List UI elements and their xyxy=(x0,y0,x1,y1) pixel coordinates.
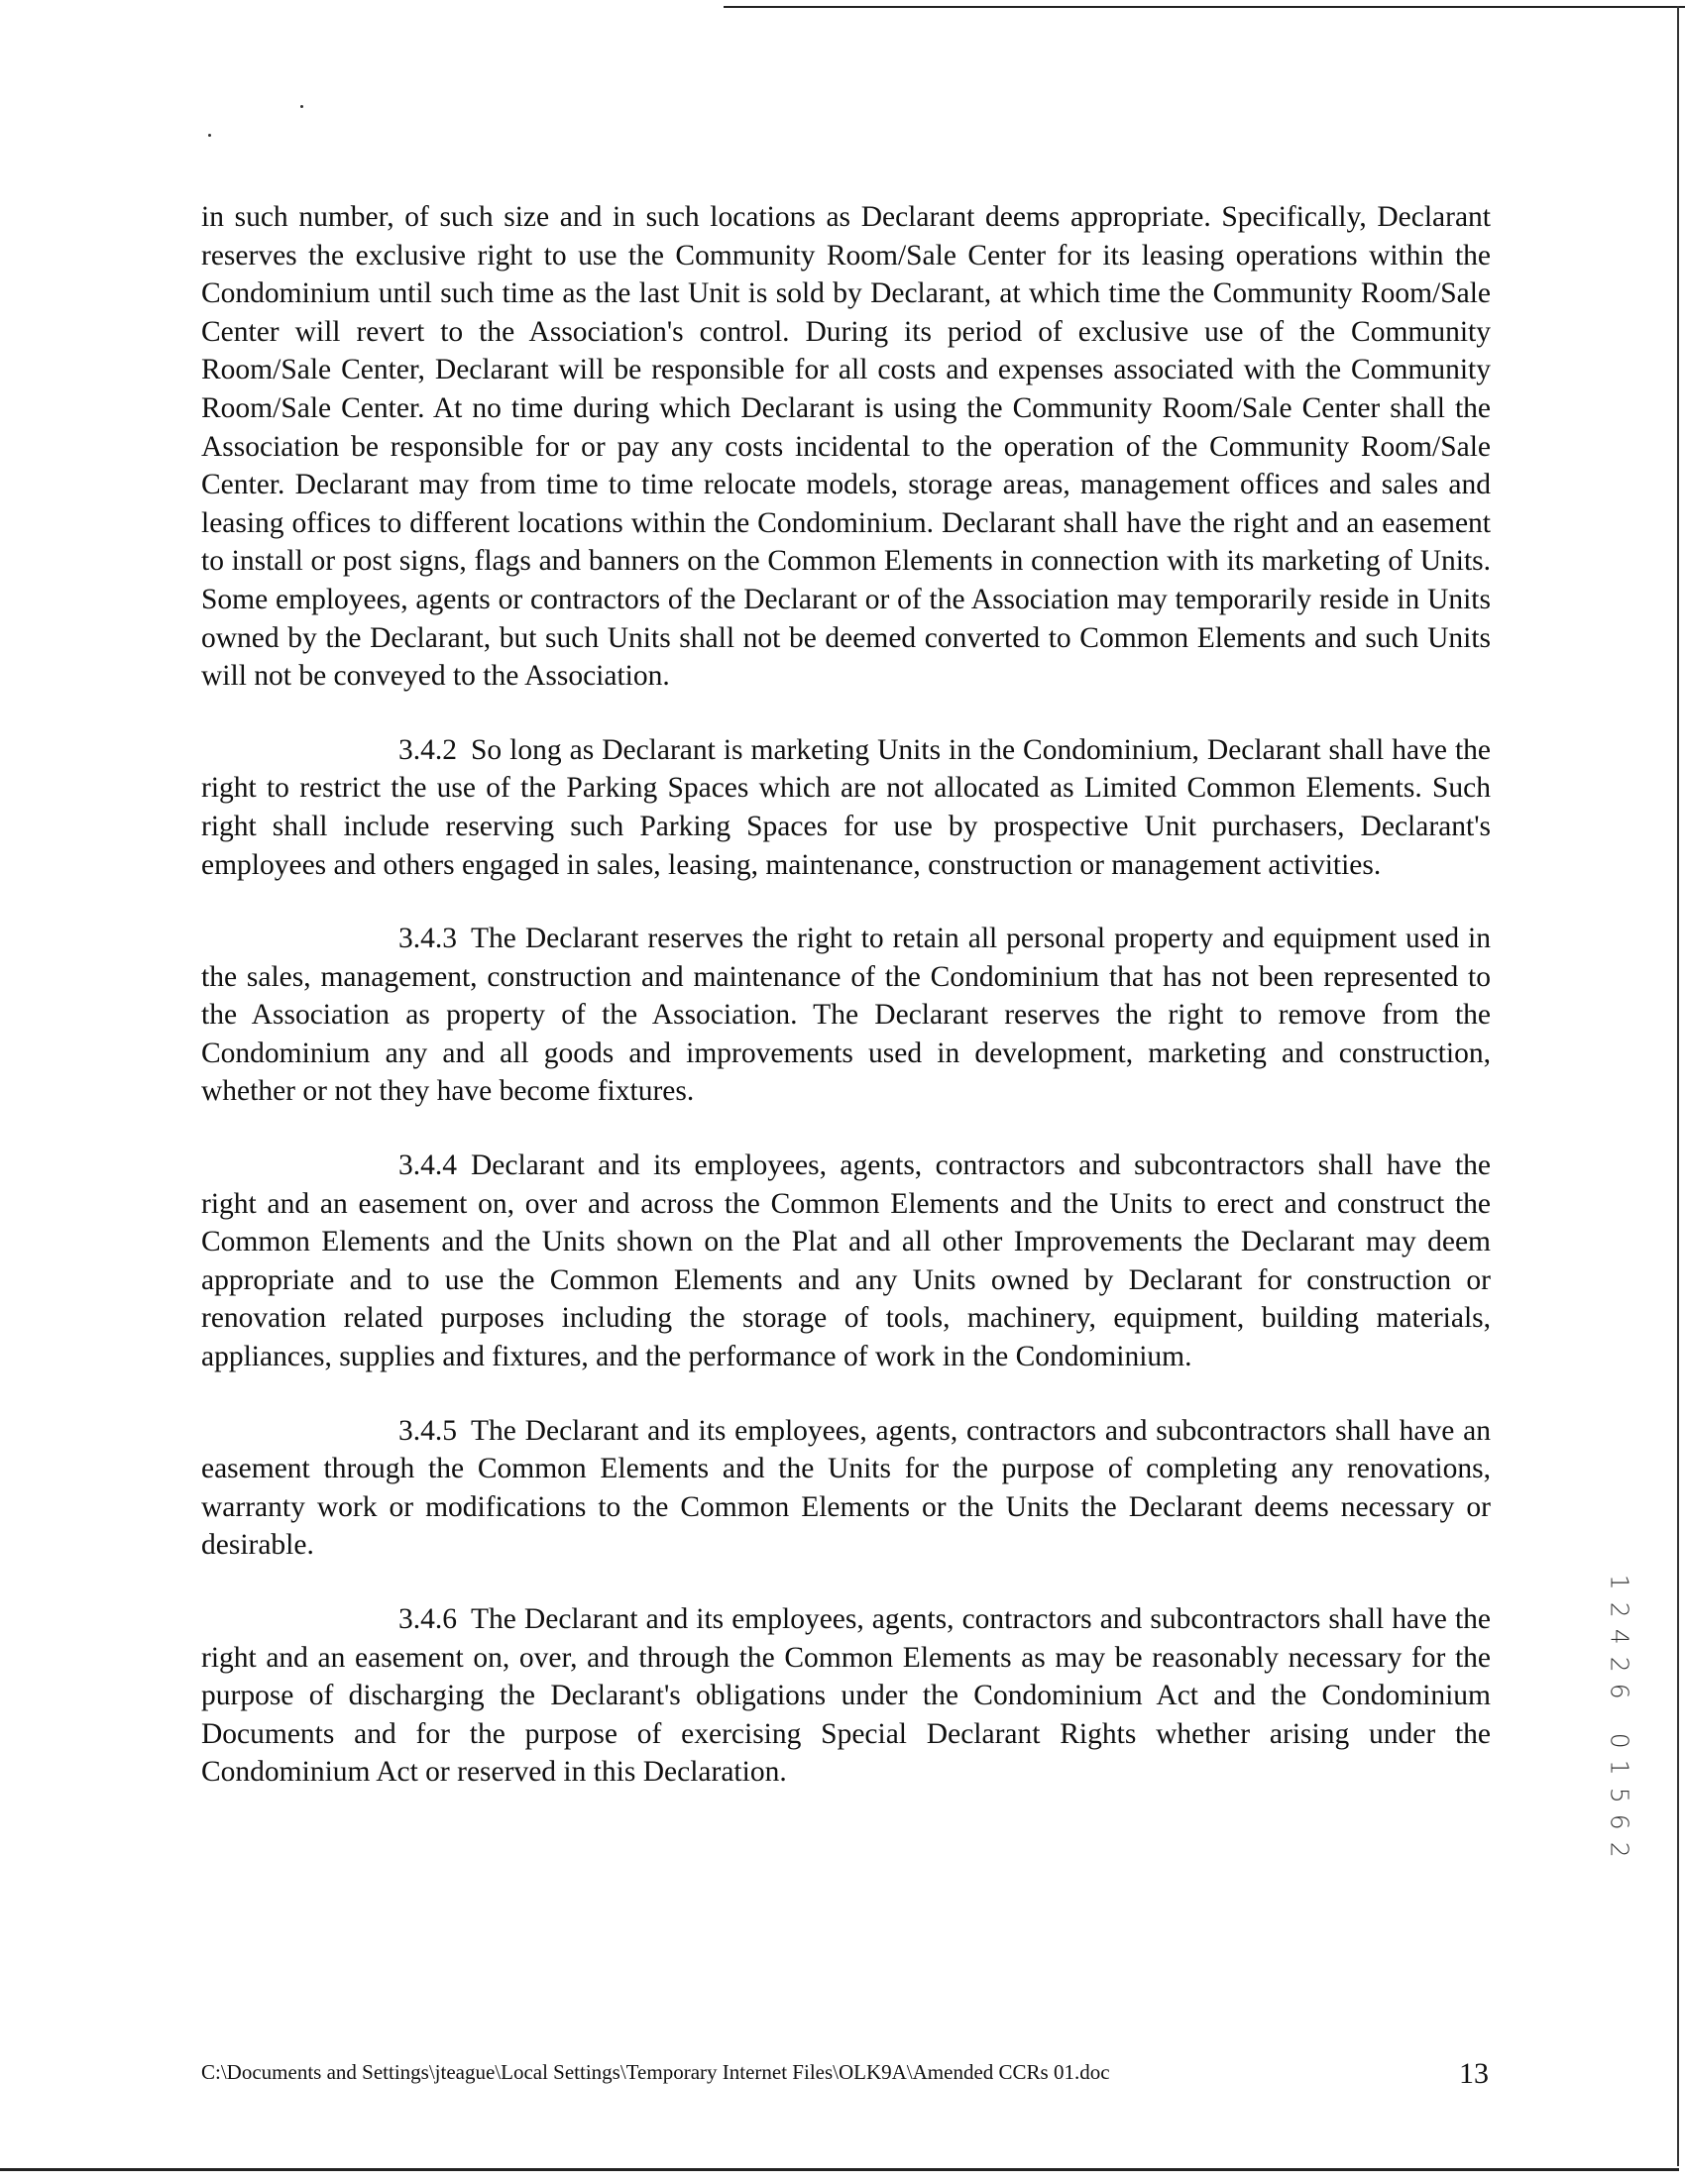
scan-speck xyxy=(300,105,303,108)
stamp-digit: 1 xyxy=(1605,1759,1634,1776)
stamp-digit: 0 xyxy=(1605,1732,1634,1749)
stamp-digit: 2 xyxy=(1605,1656,1634,1673)
stamp-digit: 1 xyxy=(1605,1574,1634,1590)
section-3-4-4 xyxy=(201,1147,1491,1376)
paragraph-text: Declarant and its employees, agents, contractors and subcontractors shall have the right and an easement on, over and across the Common Elements and the Units to erect and construct the Common Elements and the Units shown on the Plat and all other Improvements the Declarant may deem appropriate and to use the Common Elements and any Units owned by Declarant for construction or renovation related purposes including the storage of tools, machinery, equipment, building materials, appliances, supplies and fixtures, and the performance of work in the Condominium. xyxy=(201,1149,1491,1373)
footer-file-path: C:\Documents and Settings\jteague\Local Settings\Temporary Internet Files\OLK9A\Amended CCRs 01.doc xyxy=(201,2060,1110,2084)
paragraph-text: The Declarant and its employees, agents, contractors and subcontractors shall have an easement through the Common Elements and the Units for the purpose of completing any renovations, warranty work or modifications to the Common Elements or the Units the Declarant deems necessary or desirable. xyxy=(201,1414,1491,1562)
scan-edge-right xyxy=(1677,6,1679,2166)
recording-number-stamp xyxy=(1600,1569,1639,1863)
section-number: 3.4.2 xyxy=(398,733,457,766)
section-3-4-5 xyxy=(201,1412,1491,1565)
paragraph-text: The Declarant reserves the right to retain all personal property and equipment used in the sales, management, construction and maintenance of the Condominium that has not been represented to the Association as property of the Association. The Declarant reserves the right to remove from the Condominium any and all goods and improvements used in development, marketing and construction, whether or not they have become fixtures. xyxy=(201,923,1491,1108)
body-text xyxy=(201,198,1491,1827)
scan-speck xyxy=(208,134,211,137)
stamp-digit: 6 xyxy=(1605,1683,1634,1699)
stamp-digit: 2 xyxy=(1605,1601,1634,1618)
section-3-4-3 xyxy=(201,920,1491,1111)
stamp-digit: 2 xyxy=(1605,1841,1634,1858)
section-number: 3.4.4 xyxy=(398,1149,457,1182)
section-number: 3.4.6 xyxy=(398,1603,457,1635)
paragraph-text: So long as Declarant is marketing Units in the Condominium, Declarant shall have the right to restrict the use of the Parking Spaces which are not allocated as Limited Common Elements. Such right shall include reserving such Parking Spaces for use by prospective Unit purchasers, Declarant's employees and others engaged in sales, leasing, maintenance, construction or management activities. xyxy=(201,733,1491,881)
stamp-digit: 4 xyxy=(1605,1628,1634,1645)
section-number: 3.4.5 xyxy=(398,1414,457,1447)
section-3-4-6 xyxy=(201,1600,1491,1792)
paragraph-text: in such number, of such size and in such locations as Declarant deems appropriate. Specifically, Declarant reserves the exclusive right to use the Community Room/Sale Center for its leasing operations within the Condominium until such time as the last Unit is sold by Declarant, at which time the Community Room/Sale Center will revert to the Association's control. During its period of exclusive use of the Community Room/Sale Center, Declarant will be responsible for all costs and expenses associated with the Community Room/Sale Center. At no time during which Declarant is using the Community Room/Sale Center shall the Association be responsible for or pay any costs incidental to the operation of the Community Room/Sale Center. Declarant may from time to time relocate models, storage areas, management offices and sales and leasing offices to different locations within the Condominium. Declarant shall have the right and an easement to install or post signs, flags and banners on the Common Elements in connection with its marketing of Units. Some employees, agents or contractors of the Declarant or of the Association may temporarily reside in Units owned by the Declarant, but such Units shall not be deemed converted to Common Elements and such Units will not be conveyed to the Association. xyxy=(201,201,1491,693)
section-3-4-2 xyxy=(201,731,1491,884)
page-number: 13 xyxy=(1459,2057,1489,2090)
section-number: 3.4.3 xyxy=(398,923,457,955)
scan-edge-bottom xyxy=(0,2168,1679,2171)
stamp-digit: 6 xyxy=(1605,1813,1634,1830)
scan-edge-top xyxy=(724,6,1685,8)
paragraph-continuation xyxy=(201,198,1491,696)
paragraph-text: The Declarant and its employees, agents, contractors and subcontractors shall have the right and an easement on, over, and through the Common Elements as may be reasonably necessary for the purpose of discharging the Declarant's obligations under the Condominium Act and the Condominium Documents and for the purpose of exercising Special Declarant Rights whether arising under the Condominium Act or reserved in this Declaration. xyxy=(201,1603,1491,1789)
stamp-digit: 5 xyxy=(1605,1787,1634,1803)
